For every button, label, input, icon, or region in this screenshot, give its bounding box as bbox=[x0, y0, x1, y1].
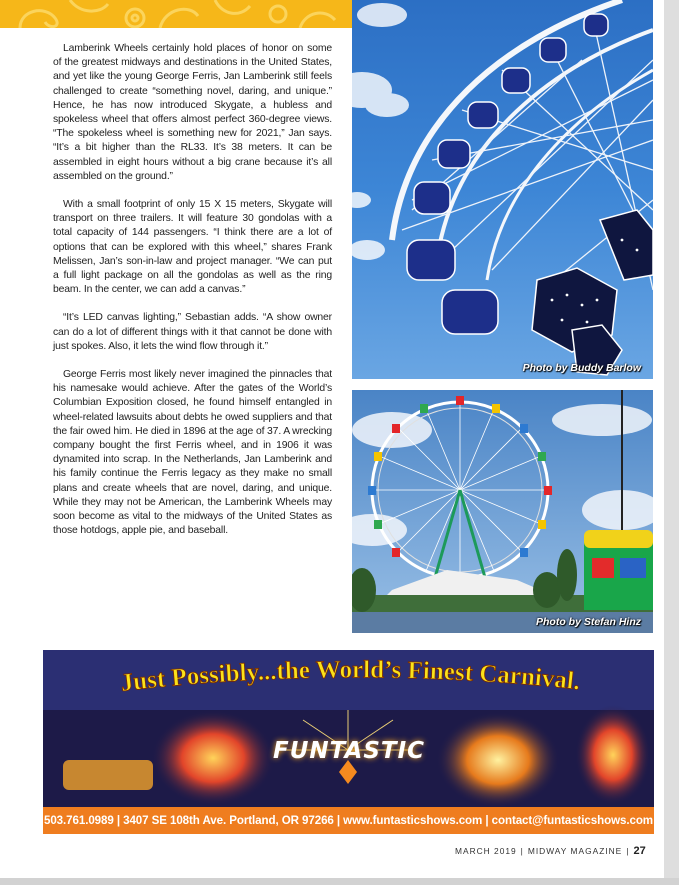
folio-separator: | bbox=[520, 846, 524, 856]
issue-date: MARCH 2019 bbox=[455, 846, 517, 856]
funtastic-logo: FUNTASTIC bbox=[273, 738, 426, 764]
middle-photo-credit: Photo by Stefan Hinz bbox=[536, 616, 641, 628]
page-bottom-shadow bbox=[0, 878, 679, 885]
article-paragraph-1: Lamberink Wheels certainly hold places of honor on some of the greatest midways and destinations in the United States, and yet like the young George Ferris, Jan Lamberink still feels challenged to create “something novel, daring, and unique.” Hence, he has now introduced Skygate, a hubless and spokeless wheel that offers almost perfect 360-degree views. “The spokeless wheel is something new for 2021,” Jan says. “It’s a bit higher than the RL33. It’s 38 meters. It can be assembled in eight hours without a big crane because it’s all assembled on the ground.” bbox=[53, 43, 332, 182]
ad-contact-line[interactable]: 503.761.0989 | 3407 SE 108th Ave. Portland, OR 97266 | www.funtasticshows.com | contact@funtasticshows.com bbox=[43, 807, 654, 834]
article-paragraph-3: “It’s LED canvas lighting,” Sebastian adds. “A show owner can do a lot of different things with it that cannot be done with just spokes. Also, it lets the wind flow through it.” bbox=[53, 312, 332, 352]
svg-text:Just Possibly...the World’s Fi bbox=[119, 656, 581, 697]
page-folio bbox=[455, 845, 655, 857]
article-paragraph-2: With a small footprint of only 15 X 15 meters, Skygate will transport on three trailers. It will feature 30 gondolas with a total capacity of 144 passengers. “I think there are a lot of options that can be explored with this wheel,” shares Frank Melissen, Jan’s son-in-law and project manager. “We can put a full light package on all the gondolas as well as the ring beam. In the center, we can add a canvas.” bbox=[53, 199, 332, 296]
funtastic-advertisement[interactable] bbox=[43, 650, 654, 834]
ferris-wheel-illustration bbox=[352, 0, 653, 379]
article-body bbox=[53, 42, 332, 553]
swirl-pattern-icon bbox=[0, 0, 352, 28]
fair-wheel-photo bbox=[352, 390, 653, 633]
page-number: 27 bbox=[633, 845, 646, 857]
skygate-wheel-photo bbox=[352, 0, 653, 379]
article-paragraph-4: George Ferris most likely never imagined the pinnacles that his namesake would achieve. After the gates of the World’s Columbian Exposition closed, he found himself entangled in wheel-related lawsuits about debts he owed suppliers and that the fair owed him. He died in 1896 at the age of 37. A wrecking company bought the first Ferris wheel, and in 1906 it was dynamited into scrap. In the Netherlands, Jan Lamberink and his family continue the Ferris legacy as they make no small plans and create wheels that are novel, daring, and unique. While they may not be American, the Lamberink Wheels may soon become as vital to the midways of the United States as those hotdogs, apple pie, and baseball. bbox=[53, 369, 332, 537]
fair-wheel-illustration bbox=[352, 390, 653, 633]
page-edge-shadow bbox=[664, 0, 679, 885]
top-photo-credit: Photo by Buddy Barlow bbox=[522, 362, 641, 374]
ad-headline-art bbox=[43, 650, 654, 730]
ad-headline: Just Possibly...the World’s Finest Carnival. bbox=[119, 656, 582, 698]
folio-separator-2: | bbox=[626, 846, 630, 856]
magazine-name: MIDWAY MAGAZINE bbox=[527, 846, 623, 856]
header-decoration bbox=[0, 0, 352, 28]
